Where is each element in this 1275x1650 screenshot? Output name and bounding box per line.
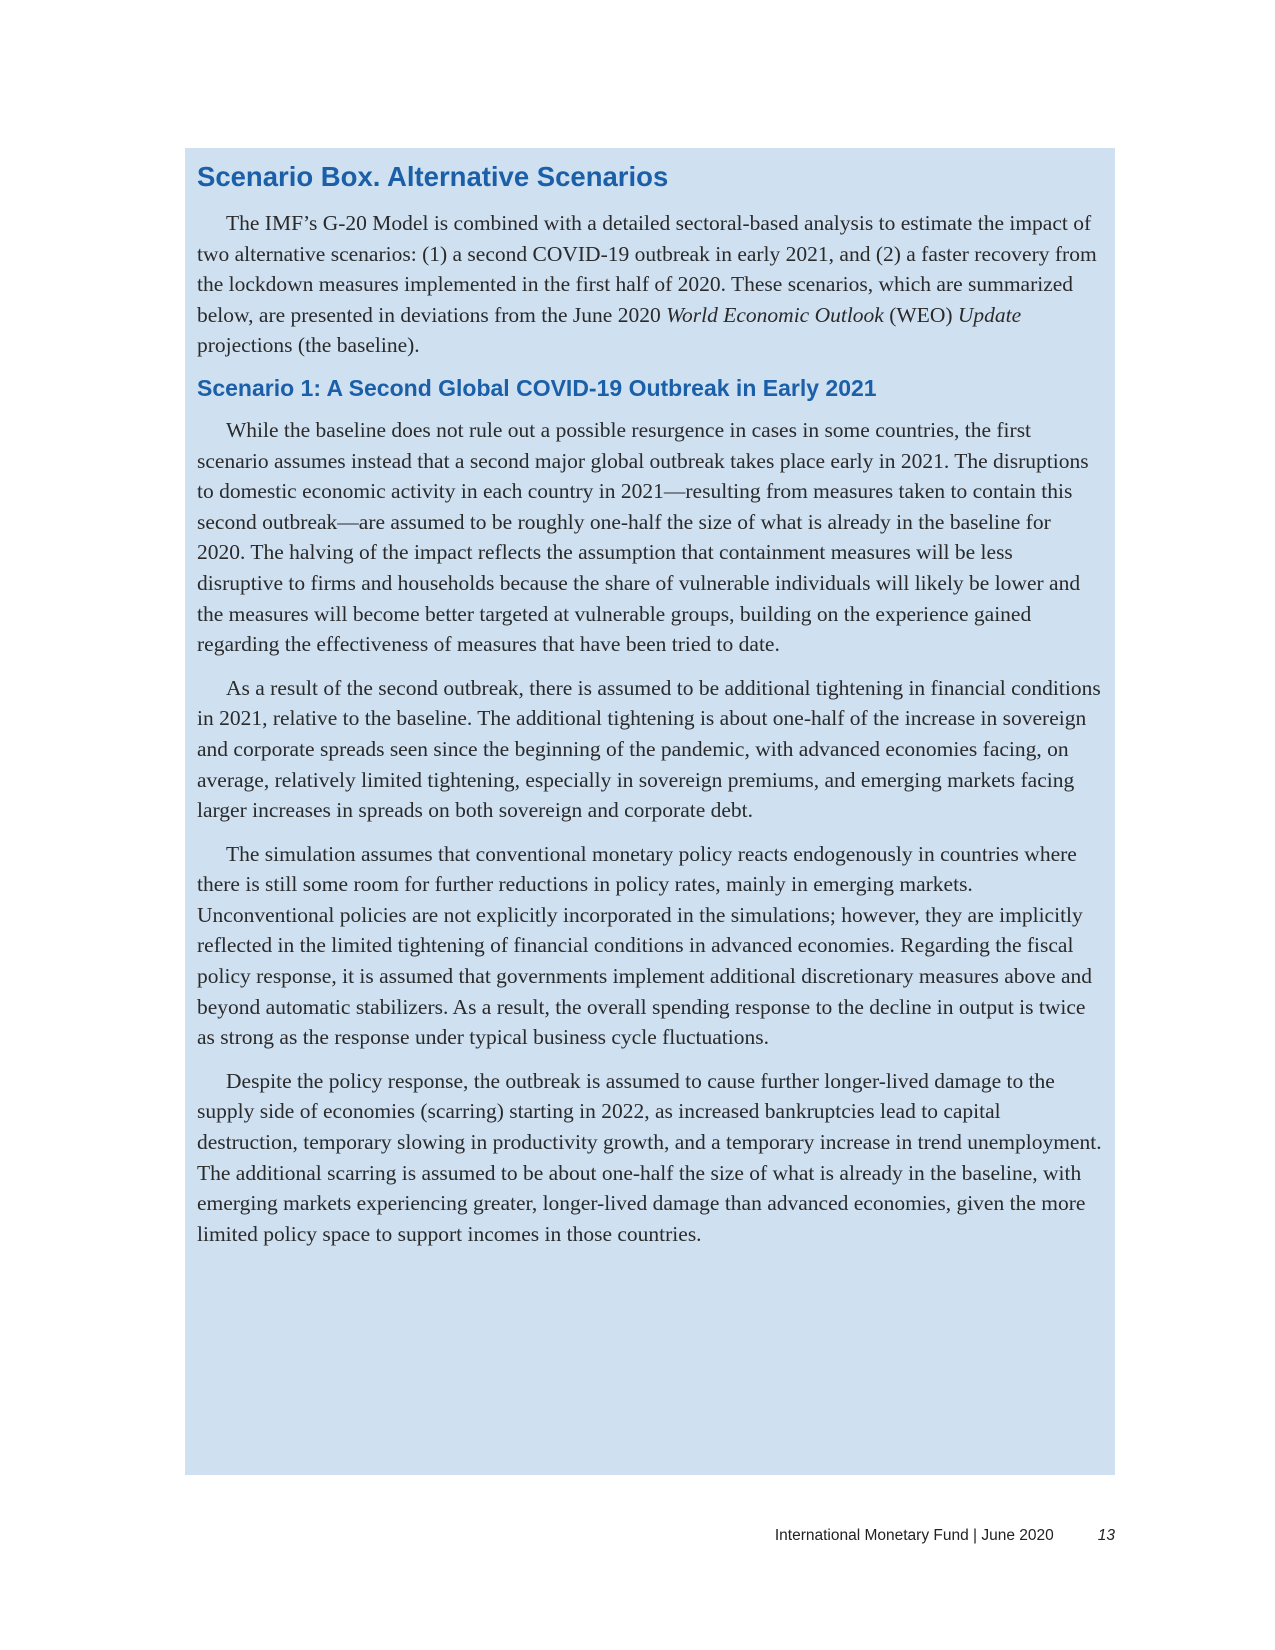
intro-text-3: projections (the baseline). [197,333,420,358]
intro-text-2: (WEO) [883,302,958,327]
intro-text-1: The IMF’s G-20 Model is combined with a detailed sectoral-based analysis to estimate the impact of two alternative scenarios: (1) a second COVID-19 outbreak in early 2021, and (2) a faster recovery from the lockdown measures implemented in the first half of 2020. These scenarios, which are summarized below, are presented in deviations from the June 2020 [197,211,1097,327]
box-title: Scenario Box. Alternative Scenarios [197,161,669,192]
scenario1-heading: Scenario 1: A Second Global COVID-19 Outbreak in Early 2021 [197,374,877,401]
intro-paragraph [197,208,1103,361]
intro-italic-update: Update [957,302,1022,327]
intro-italic-weo: World Economic Outlook [666,302,884,327]
page-footer [600,1527,1115,1545]
scenario1-paragraph-3: The simulation assumes that conventional monetary policy reacts endogenously in countries where there is still some room for further reductions in policy rates, mainly in emerging markets. Unconventional policies are not explicitly incorporated in the simulations; however, they are implicitly reflected in the limited tightening of financial conditions in advanced economies. Regarding the fiscal policy response, it is assumed that governments implement additional discretionary measures above and beyond automatic stabilizers. As a result, the overall spending response to the decline in output is twice as strong as the response under typical business cycle fluctuations. [197,841,1093,1050]
scenario1-paragraph-1: While the baseline does not rule out a possible resurgence in cases in some countries, the first scenario assumes instead that a second major global outbreak takes place early in 2021. The disruptions to domestic economic activity in each country in 2021—resulting from measures taken to contain this second outbreak—are assumed to be roughly one-half the size of what is already in the baseline for 2020. The halving of the impact reflects the assumption that containment measures will be less disruptive to firms and households because the share of vulnerable individuals will likely be lower and the measures will become better targeted at vulnerable groups, building on the experience gained regarding the effectiveness of measures that have been tried to date. [197,417,1089,657]
scenario1-paragraph-4: Despite the policy response, the outbreak is assumed to cause further longer-lived damage to the supply side of economies (scarring) starting in 2022, as increased bankruptcies lead to capital destruction, temporary slowing in productivity growth, and a temporary increase in trend unemployment. The additional scarring is assumed to be about one-half the size of what is already in the baseline, with emerging markets experiencing greater, longer-lived damage than advanced economies, given the more limited policy space to support incomes in those countries. [197,1068,1102,1246]
page-number: 13 [1097,1527,1115,1544]
footer-publication: International Monetary Fund | June 2020 [774,1527,1054,1544]
scenario-box [185,148,1115,1475]
scenario1-paragraph-2: As a result of the second outbreak, there is assumed to be additional tightening in financial conditions in 2021, relative to the baseline. The additional tightening is about one-half of the increase in sovereign and corporate spreads seen since the beginning of the pandemic, with advanced economies facing, on average, relatively limited tightening, especially in sovereign premiums, and emerging markets facing larger increases in spreads on both sovereign and corporate debt. [197,675,1101,823]
